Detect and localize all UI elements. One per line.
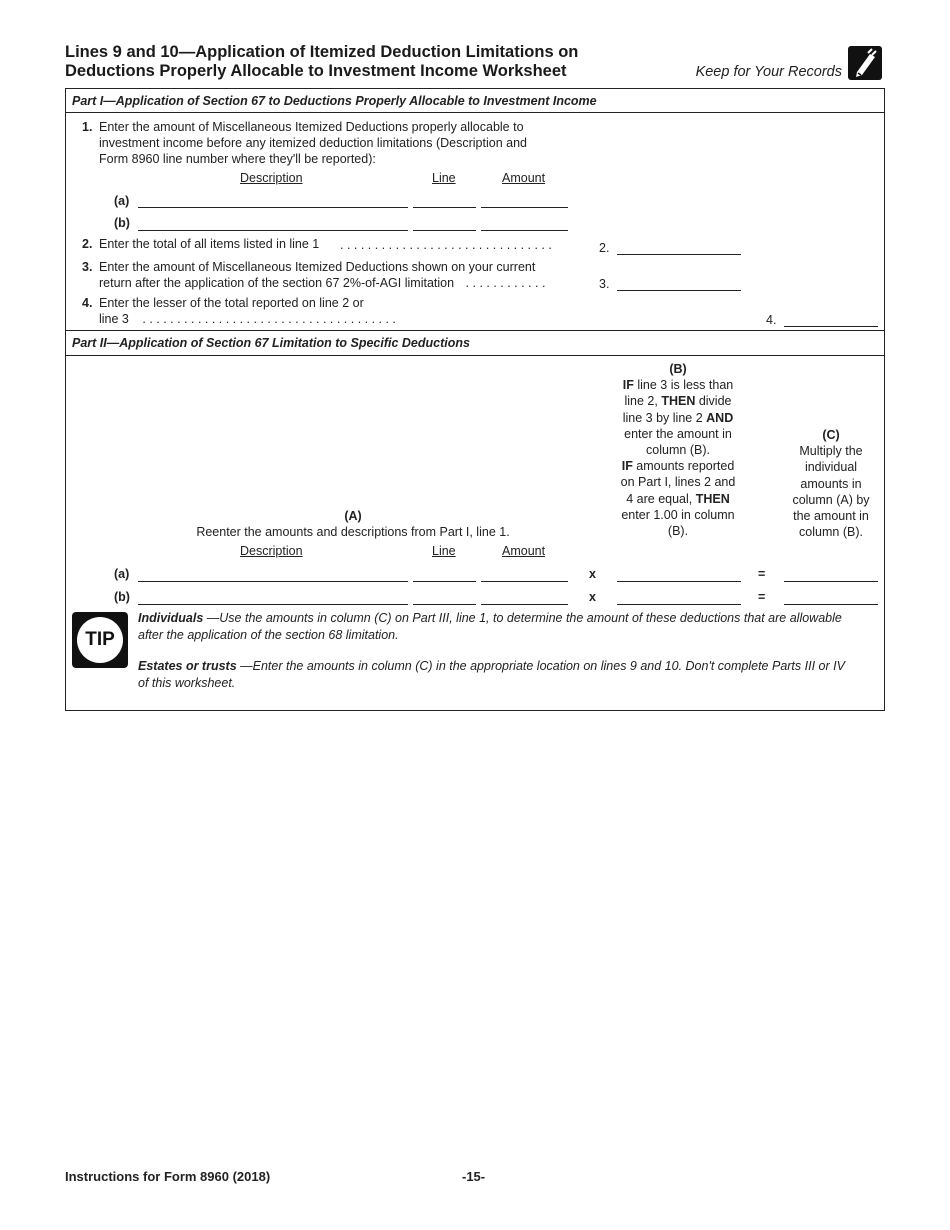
- line3-amount-field[interactable]: [617, 290, 741, 291]
- row-b-line-field[interactable]: [413, 230, 476, 231]
- part2-row-b-colc-field[interactable]: [784, 604, 878, 605]
- column-c-line-1: Multiply the: [799, 444, 863, 459]
- part2-row-b-description-field[interactable]: [138, 604, 408, 605]
- divider: [66, 112, 884, 113]
- line3-text: [99, 259, 545, 291]
- column-b-line-10: (B).: [667, 524, 689, 539]
- column-b-line-9: enter 1.00 in column: [621, 507, 735, 522]
- column-b-line-3: line 3 by line 2 AND: [622, 410, 734, 425]
- tip-individuals-label: Individuals: [138, 611, 204, 625]
- line3-dots: . . . . . . . . . . . .: [465, 276, 546, 290]
- tip-individuals: [138, 610, 880, 643]
- part2-row-a-colc-field[interactable]: [784, 581, 878, 582]
- title-line-1: Lines 9 and 10—Application of Itemized Deduction Limitations on: [65, 43, 579, 61]
- column-b-label: (B): [669, 362, 687, 376]
- part1-heading: Part I—Application of Section 67 to Deductions Properly Allocable to Investment Income: [72, 94, 597, 108]
- equals-sign: =: [758, 567, 766, 581]
- times-sign: x: [589, 567, 596, 581]
- col-line: Line: [432, 171, 456, 185]
- col-description: Description: [240, 171, 303, 185]
- column-a-header: [153, 508, 553, 540]
- line1-text: [99, 119, 527, 167]
- column-b-line-2: line 2, THEN divide: [624, 394, 732, 409]
- column-b-line-1: IF line 3 is less than: [622, 378, 734, 393]
- col-amount: Amount: [502, 171, 546, 185]
- line2-number: 2.: [82, 237, 93, 251]
- divider: [66, 330, 884, 331]
- column-b-line-6: IF amounts reported: [621, 459, 735, 474]
- column-c-line-6: column (B).: [799, 525, 863, 540]
- tip-individuals-line-1: [138, 610, 880, 627]
- column-b-header: [610, 361, 746, 539]
- line1-number: 1.: [82, 120, 93, 134]
- line3-text-1: Enter the amount of Miscellaneous Itemized Deductions shown on your current: [99, 260, 536, 274]
- tip-estates-line-2: of this worksheet.: [138, 675, 236, 690]
- column-c-line-5: the amount in: [793, 509, 869, 524]
- column-b-line-7: on Part I, lines 2 and: [620, 475, 736, 490]
- row-a-label: (a): [114, 194, 130, 208]
- column-c-line-2: individual: [804, 460, 858, 475]
- part2-row-b-amount-field[interactable]: [481, 604, 568, 605]
- column-c-line-3: amounts in: [800, 476, 862, 491]
- line4-text-2-row: [99, 311, 396, 327]
- column-a-label: (A): [344, 509, 362, 523]
- tip-icon: [72, 612, 128, 668]
- line3-text-2-row: [99, 275, 545, 291]
- line4-text-1: Enter the lesser of the total reported on line 2 or: [99, 296, 364, 310]
- divider: [66, 355, 884, 356]
- row-b-description-field[interactable]: [138, 230, 408, 231]
- part2-row-b-colb-field[interactable]: [617, 604, 741, 605]
- row-a-line-field[interactable]: [413, 207, 476, 208]
- equals-sign: =: [758, 590, 766, 604]
- times-sign: x: [589, 590, 596, 604]
- col-amount: Amount: [502, 544, 546, 558]
- line4-dots: . . . . . . . . . . . . . . . . . . . . . . . . . . . . . . . . . . . . .: [142, 312, 396, 326]
- column-a-text: Reenter the amounts and descriptions from Part I, line 1.: [196, 525, 510, 540]
- line3-ref: 3.: [599, 277, 610, 291]
- part2-row-a-amount-field[interactable]: [481, 581, 568, 582]
- tip-individuals-line-2: after the application of the section 68 limitation.: [138, 627, 399, 642]
- line3-number: 3.: [82, 260, 93, 274]
- footer-form-name: Instructions for Form 8960 (2018): [65, 1169, 271, 1184]
- tip-estates-label: Estates or trusts: [138, 659, 237, 673]
- line4-number: 4.: [82, 296, 93, 310]
- part2-row-b-line-field[interactable]: [413, 604, 476, 605]
- tip-estates: [138, 658, 880, 691]
- line4-amount-field[interactable]: [784, 326, 878, 327]
- tip-estates-text-1: —Enter the amounts in column (C) in the appropriate location on lines 9 and 10. Don't complete Parts III or IV: [236, 659, 845, 673]
- col-description: Description: [240, 544, 303, 558]
- page-title: [65, 43, 578, 81]
- line1-text-2: investment income before any itemized deduction limitations (Description and: [99, 136, 527, 150]
- pencil-icon: [848, 46, 882, 80]
- row-b-label: (b): [114, 216, 130, 230]
- line2-ref: 2.: [599, 241, 610, 255]
- tip-individuals-text-1: —Use the amounts in column (C) on Part III, line 1, to determine the amount of these deductions that are allowable: [203, 611, 842, 625]
- part2-row-b-label: (b): [114, 590, 130, 604]
- row-a-description-field[interactable]: [138, 207, 408, 208]
- part2-row-a-colb-field[interactable]: [617, 581, 741, 582]
- row-a-amount-field[interactable]: [481, 207, 568, 208]
- keep-for-records: Keep for Your Records: [695, 64, 842, 80]
- column-b-line-8: 4 are equal, THEN: [626, 491, 730, 506]
- part2-row-a-line-field[interactable]: [413, 581, 476, 582]
- page-number: -15-: [462, 1169, 486, 1184]
- part2-row-a-description-field[interactable]: [138, 581, 408, 582]
- column-c-header: [772, 427, 890, 540]
- title-line-2: Deductions Properly Allocable to Investment Income Worksheet: [65, 62, 567, 80]
- line4-text: [99, 295, 396, 327]
- col-line: Line: [432, 544, 456, 558]
- column-b-line-4: enter the amount in: [624, 426, 732, 441]
- column-b-line-5: column (B).: [646, 443, 710, 458]
- column-c-label: (C): [822, 428, 840, 442]
- line1-text-3: Form 8960 line number where they'll be reported):: [99, 152, 376, 166]
- line3-text-2: return after the application of the section 67 2%-of-AGI limitation: [99, 276, 455, 290]
- part2-heading: Part II—Application of Section 67 Limitation to Specific Deductions: [72, 336, 470, 350]
- column-c-line-4: column (A) by: [792, 492, 870, 507]
- tip-badge-text: TIP: [77, 617, 123, 663]
- line2-amount-field[interactable]: [617, 254, 741, 255]
- line4-ref: 4.: [766, 313, 777, 327]
- tip-estates-line-1: [138, 658, 880, 675]
- part2-row-a-label: (a): [114, 567, 130, 581]
- line1-text-1: Enter the amount of Miscellaneous Itemized Deductions properly allocable to: [99, 120, 524, 134]
- row-b-amount-field[interactable]: [481, 230, 568, 231]
- line2-text: Enter the total of all items listed in line 1: [99, 237, 320, 251]
- line4-text-2: line 3: [99, 312, 129, 326]
- line2-dots: . . . . . . . . . . . . . . . . . . . . . . . . . . . . . . .: [340, 238, 552, 252]
